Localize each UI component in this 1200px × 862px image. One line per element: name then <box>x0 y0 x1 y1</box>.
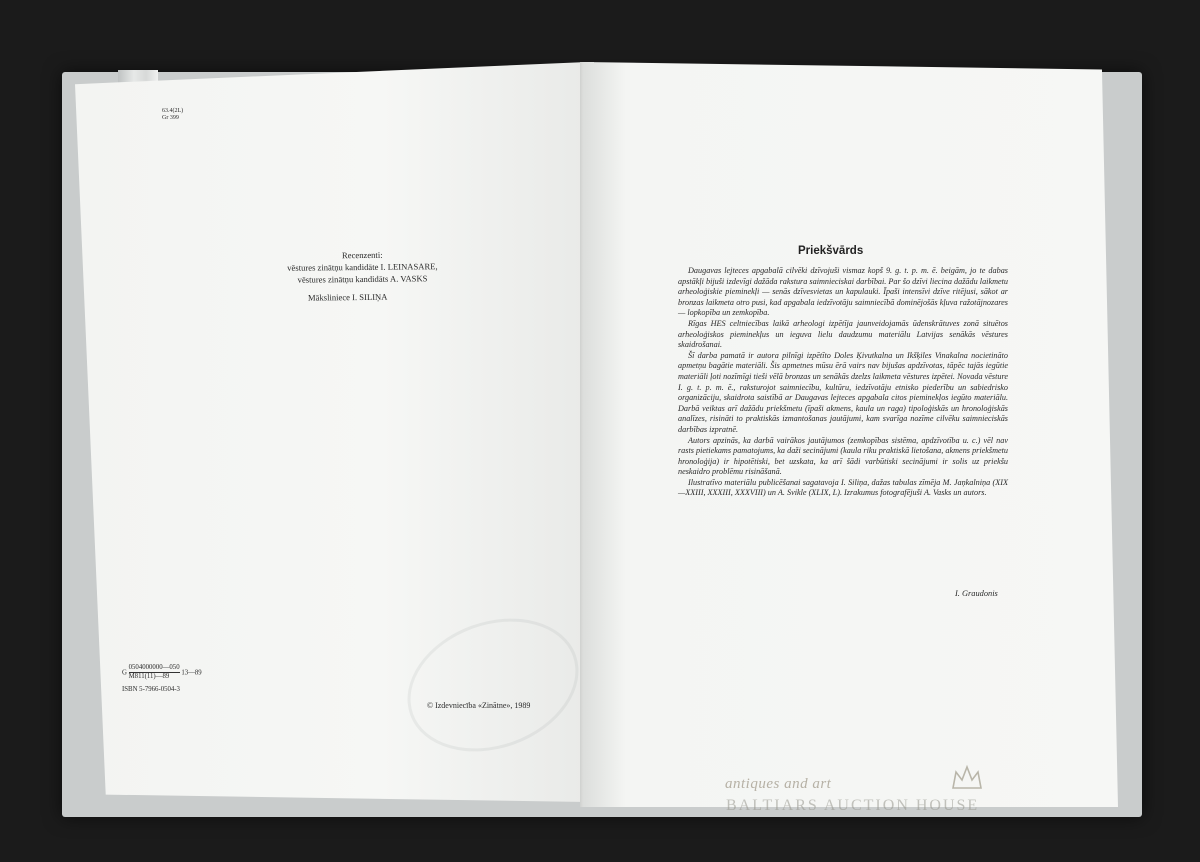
author-signature: I. Graudonis <box>955 589 998 598</box>
watermark-brand: BALTIARS AUCTION HOUSE <box>726 797 980 814</box>
catalog-prefix: G <box>122 669 127 677</box>
foreword-body <box>678 266 1008 499</box>
isbn: ISBN 5-7966-0504-3 <box>122 686 180 694</box>
catalog-block <box>122 664 202 695</box>
catalog-fraction <box>129 664 180 681</box>
watermark-tagline: antiques and art <box>725 776 832 792</box>
reviewers-block <box>255 248 471 304</box>
paragraph-1: Daugavas lejteces apgabalā cilvēki dzīvojuši vismaz kopš 9. g. t. p. m. ē. beigām, jo te dabas apstākļi bijuši izdevīgi dažāda rakstura saimnieciskai darbībai. Par šo dzīvi liecina dažādu laikmetu arheoloģiskie pieminekļi — senās dzīvesvietas un kapulauki. Īpaši intensīvi dzīve ritējusi, sākot ar bronzas laikmeta otro pusi, kad apgabala iedzīvotāju saimniecībā dominējošās kļuva ražotājnozares — lopkopība un zemkopība. <box>678 266 1008 318</box>
catalog-denominator: M811(11)—89 <box>128 673 170 681</box>
copyright-line: © Izdevniecība «Zinātne», 1989 <box>427 701 531 710</box>
reviewer-2: vēstures zinātņu kandidāts A. VASKS <box>297 273 428 285</box>
page-title: Priekšvārds <box>798 245 864 257</box>
bleed-through-shadow <box>263 157 282 222</box>
artist-credit: Mākslinieсe I. SILIŅA <box>307 291 388 303</box>
class-code-line-2: Gr 399 <box>162 115 179 121</box>
bleed-through-drawing <box>389 596 597 775</box>
paragraph-5: Ilustratīvo materiālu publicēšanai sagatavoja I. Siliņa, dažas tabulas zīmēja M. Jaņkalniņa (XIX—XXIII, XXXIII, XXXVIII) un A. Svikle (XLIX, L). Izrakumus fotografējuši A. Vasks un autors. <box>678 477 1008 498</box>
crown-icon <box>950 764 984 792</box>
paragraph-2: Rīgas HES celtniecības laikā arheologi izpētīja jaunveidojamās ūdenskrātuves zonā situētos arheoloģiskos pieminekļus un ieguva lielu daudzumu materiālu Latvijas senākās vēstures skaidrošanai. <box>678 318 1008 350</box>
class-code <box>162 108 183 122</box>
catalog-numerator: 0504000000—050 <box>129 664 180 673</box>
class-code-line-1: 63.4(2L) <box>162 108 184 114</box>
paragraph-4: Autors apzinās, ka darbā vairākos jautājumos (zemkopības sistēma, apdzīvotība u. c.) vēl nav rasts pietiekams pamatojums, ka daži secinājumi (kaula riku praktiskā lietošana, akmens priekšmetu hronoloģija) ir hipotētiski, bet uzskata, ka arī šādi varbūtiski secinājumi ir solis uz priekšu neskaidro problēmu risināšanā. <box>678 435 1008 477</box>
catalog-suffix: 13—89 <box>181 669 202 677</box>
reviewers-heading: Recenzenti: <box>341 249 383 261</box>
reviewer-1: vēstures zinātņu kandidāte I. LEINASARE, <box>287 261 438 273</box>
paragraph-3: Šī darba pamatā ir autora pilnīgi izpētīto Doles Ķivutkalna un Ikšķiles Vinakalna nocietināto apmetņu bagātie materiāli. Šis apmetnes mūsu ērā vairs nav bijušas apdzīvotas, tāpēc tajās iegūtie materiāli ļoti nozīmīgi tieši vēlā bronzas un senākās dzelzs laikmeta vēstures izpētei. Novada vēsture I. g. t. p. m. ē., raksturojot saimniecību, kultūru, iedzīvotāju etnisko piederību un sabiedrisko organizāciju, skaidrota saistībā ar Daugavas lejteces apgabala citos pieminekļos iegūto materiālu. Darbā veiktas arī dažādu priekšmetu (īpaši akmens, kaula un raga) tipoloģiskās un hronoloģiskās analīzes, risināti to praktiskās izmantošanas jautājumi, kam svarīga nozīme cilvēku saimnieciskās darbības izpratnē. <box>678 350 1008 434</box>
